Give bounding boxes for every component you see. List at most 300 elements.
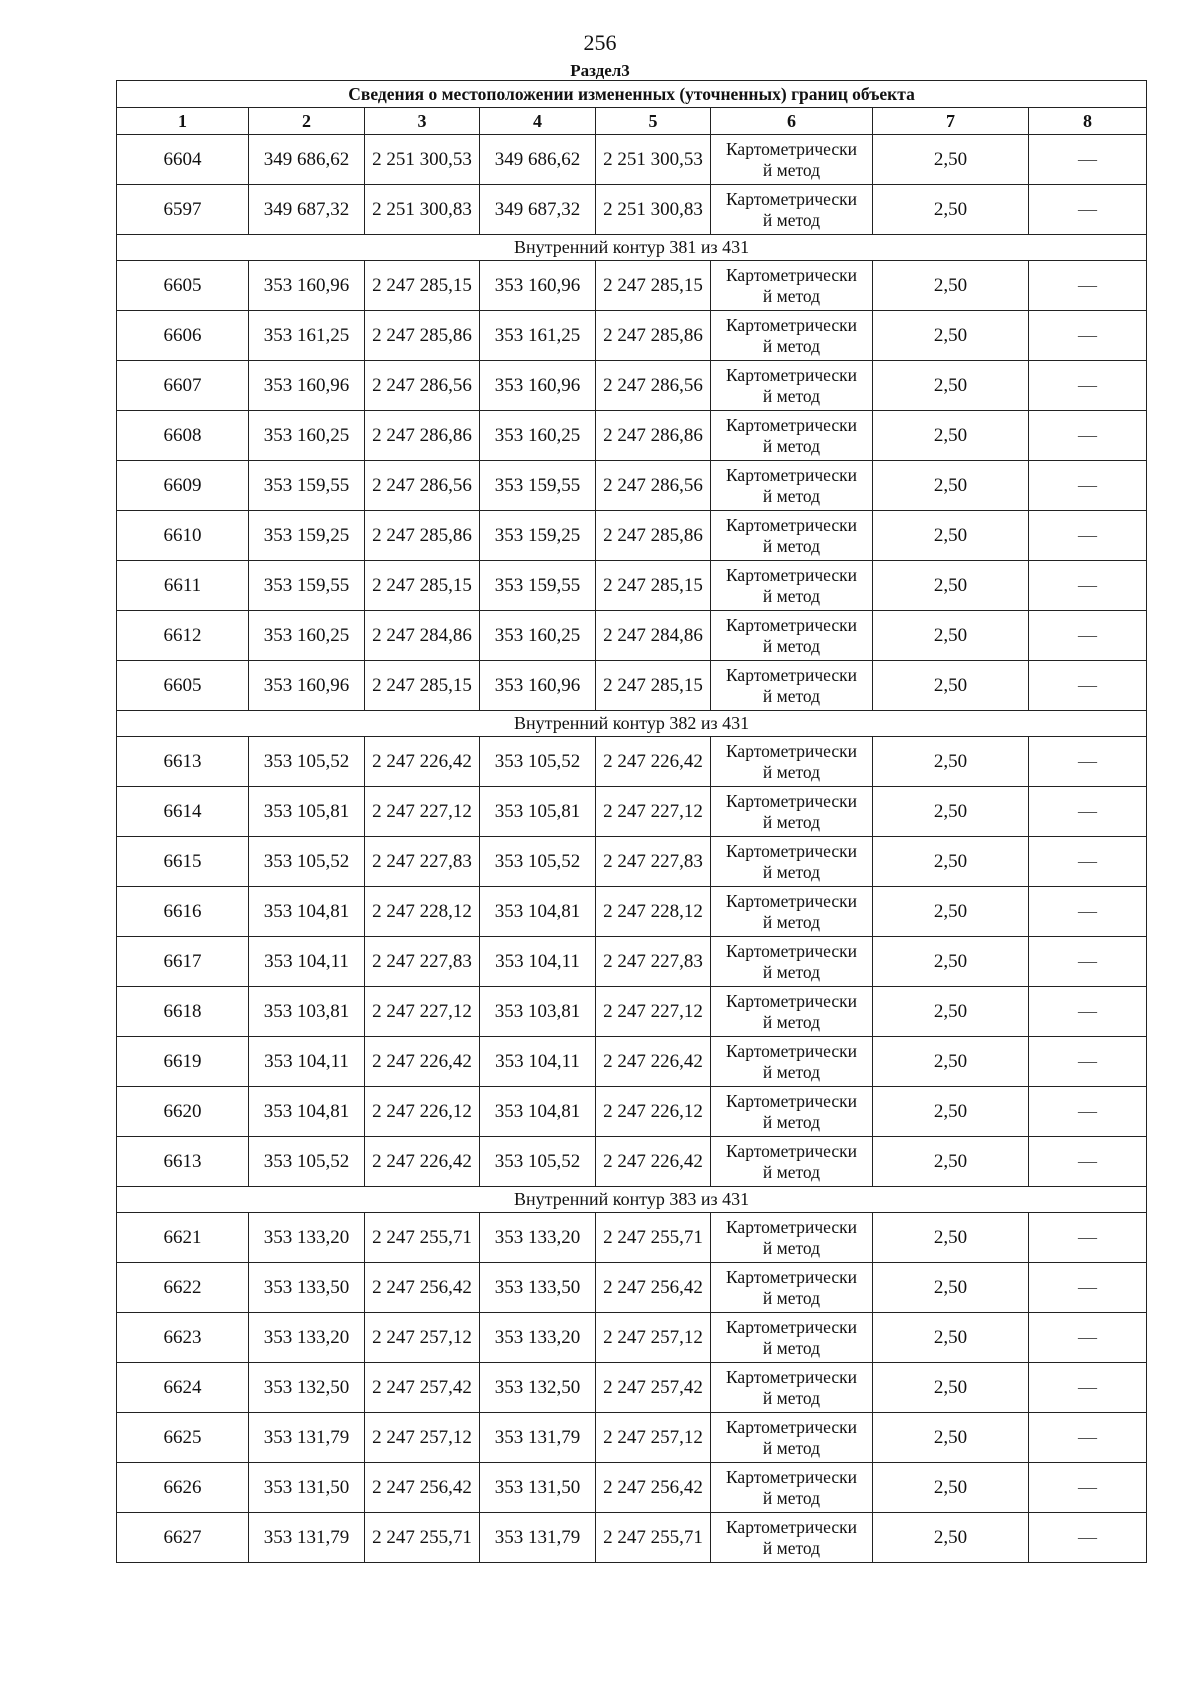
point-number-cell: 6607 [117, 361, 249, 411]
method-text-line: й метод [762, 1537, 821, 1558]
x-old-cell: 353 159,55 [249, 461, 365, 511]
description-cell: — [1029, 261, 1147, 311]
x-old-cell: 353 104,81 [249, 887, 365, 937]
description-cell: — [1029, 1037, 1147, 1087]
x-new-cell: 353 160,96 [480, 361, 596, 411]
y-old-cell: 2 247 285,86 [365, 511, 480, 561]
method-text-line: й метод [762, 1161, 821, 1182]
accuracy-cell: 2,50 [873, 185, 1029, 235]
table-row [117, 1213, 1147, 1263]
x-old-cell: 353 105,81 [249, 787, 365, 837]
y-old-cell: 2 247 256,42 [365, 1263, 480, 1313]
point-number-cell: 6604 [117, 135, 249, 185]
accuracy-cell: 2,50 [873, 1463, 1029, 1513]
x-new-cell: 353 132,50 [480, 1363, 596, 1413]
x-old-cell: 349 687,32 [249, 185, 365, 235]
y-old-cell: 2 247 227,83 [365, 837, 480, 887]
table-row [117, 1137, 1147, 1187]
y-new-cell: 2 247 227,83 [596, 937, 711, 987]
method-text-line: Картометрически [725, 890, 858, 911]
method-text-line: й метод [762, 535, 821, 556]
table-row [117, 1263, 1147, 1313]
method-cell [711, 937, 873, 987]
method-text-line: Картометрически [725, 314, 858, 335]
x-new-cell: 353 131,50 [480, 1463, 596, 1513]
y-old-cell: 2 247 286,56 [365, 461, 480, 511]
x-old-cell: 353 159,55 [249, 561, 365, 611]
x-new-cell: 353 105,52 [480, 1137, 596, 1187]
description-cell: — [1029, 311, 1147, 361]
method-cell [711, 1087, 873, 1137]
method-text-line: Картометрически [725, 614, 858, 635]
description-cell: — [1029, 937, 1147, 987]
x-old-cell: 353 103,81 [249, 987, 365, 1037]
table-row [117, 1463, 1147, 1513]
point-number-cell: 6609 [117, 461, 249, 511]
method-text-line: й метод [762, 761, 821, 782]
y-old-cell: 2 247 285,15 [365, 261, 480, 311]
accuracy-cell: 2,50 [873, 561, 1029, 611]
point-number-cell: 6623 [117, 1313, 249, 1363]
y-new-cell: 2 247 226,42 [596, 1137, 711, 1187]
method-cell [711, 1413, 873, 1463]
y-new-cell: 2 247 285,15 [596, 561, 711, 611]
y-new-cell: 2 247 285,86 [596, 311, 711, 361]
description-cell: — [1029, 837, 1147, 887]
accuracy-cell: 2,50 [873, 1137, 1029, 1187]
x-new-cell: 353 160,96 [480, 261, 596, 311]
table-body [117, 135, 1147, 1563]
y-new-cell: 2 247 257,42 [596, 1363, 711, 1413]
y-new-cell: 2 247 285,15 [596, 261, 711, 311]
x-old-cell: 353 131,79 [249, 1513, 365, 1563]
point-number-cell: 6621 [117, 1213, 249, 1263]
accuracy-cell: 2,50 [873, 135, 1029, 185]
method-text-line: Картометрически [725, 514, 858, 535]
accuracy-cell: 2,50 [873, 361, 1029, 411]
point-number-cell: 6597 [117, 185, 249, 235]
accuracy-cell: 2,50 [873, 887, 1029, 937]
accuracy-cell: 2,50 [873, 737, 1029, 787]
method-cell [711, 987, 873, 1037]
x-old-cell: 353 131,79 [249, 1413, 365, 1463]
x-old-cell: 353 104,81 [249, 1087, 365, 1137]
column-header: 4 [480, 108, 596, 135]
x-new-cell: 353 159,55 [480, 461, 596, 511]
method-cell [711, 837, 873, 887]
y-old-cell: 2 247 227,83 [365, 937, 480, 987]
accuracy-cell: 2,50 [873, 411, 1029, 461]
accuracy-cell: 2,50 [873, 261, 1029, 311]
x-new-cell: 353 159,55 [480, 561, 596, 611]
point-number-cell: 6613 [117, 1137, 249, 1187]
x-new-cell: 353 131,79 [480, 1513, 596, 1563]
table-row [117, 837, 1147, 887]
column-header: 8 [1029, 108, 1147, 135]
x-new-cell: 353 104,81 [480, 887, 596, 937]
method-text-line: й метод [762, 1011, 821, 1032]
column-header: 6 [711, 108, 873, 135]
contour-header-row [117, 711, 1147, 737]
method-text-line: й метод [762, 435, 821, 456]
method-cell [711, 1137, 873, 1187]
y-new-cell: 2 247 226,42 [596, 737, 711, 787]
description-cell: — [1029, 1363, 1147, 1413]
x-new-cell: 353 131,79 [480, 1413, 596, 1463]
contour-header-row [117, 235, 1147, 261]
x-old-cell: 353 160,96 [249, 361, 365, 411]
contour-label: Внутренний контур 383 из 431 [117, 1187, 1147, 1213]
point-number-cell: 6605 [117, 661, 249, 711]
table-row [117, 937, 1147, 987]
column-header: 7 [873, 108, 1029, 135]
description-cell: — [1029, 135, 1147, 185]
description-cell: — [1029, 1313, 1147, 1363]
method-cell [711, 461, 873, 511]
accuracy-cell: 2,50 [873, 837, 1029, 887]
table-row [117, 661, 1147, 711]
y-new-cell: 2 251 300,83 [596, 185, 711, 235]
y-old-cell: 2 247 285,15 [365, 561, 480, 611]
y-new-cell: 2 247 226,42 [596, 1037, 711, 1087]
point-number-cell: 6612 [117, 611, 249, 661]
x-old-cell: 349 686,62 [249, 135, 365, 185]
x-old-cell: 353 105,52 [249, 1137, 365, 1187]
description-cell: — [1029, 561, 1147, 611]
method-text-line: Картометрически [725, 464, 858, 485]
table-row [117, 737, 1147, 787]
point-number-cell: 6606 [117, 311, 249, 361]
y-old-cell: 2 247 255,71 [365, 1513, 480, 1563]
y-new-cell: 2 247 257,12 [596, 1413, 711, 1463]
method-text-line: Картометрически [725, 1040, 858, 1061]
method-text-line: Картометрически [725, 414, 858, 435]
y-new-cell: 2 247 256,42 [596, 1263, 711, 1313]
x-new-cell: 353 133,20 [480, 1313, 596, 1363]
x-new-cell: 353 133,20 [480, 1213, 596, 1263]
y-new-cell: 2 247 227,83 [596, 837, 711, 887]
x-old-cell: 353 160,96 [249, 661, 365, 711]
description-cell: — [1029, 361, 1147, 411]
description-cell: — [1029, 737, 1147, 787]
method-text-line: Картометрически [725, 790, 858, 811]
table-row [117, 511, 1147, 561]
table-row [117, 1513, 1147, 1563]
method-text-line: Картометрически [725, 364, 858, 385]
contour-label: Внутренний контур 381 из 431 [117, 235, 1147, 261]
method-text-line: Картометрически [725, 740, 858, 761]
x-new-cell: 353 105,52 [480, 737, 596, 787]
method-text-line: й метод [762, 685, 821, 706]
point-number-cell: 6622 [117, 1263, 249, 1313]
y-new-cell: 2 247 226,12 [596, 1087, 711, 1137]
method-text-line: й метод [762, 911, 821, 932]
description-cell: — [1029, 611, 1147, 661]
table-row [117, 361, 1147, 411]
x-old-cell: 353 131,50 [249, 1463, 365, 1513]
y-old-cell: 2 247 227,12 [365, 987, 480, 1037]
table-row [117, 1087, 1147, 1137]
accuracy-cell: 2,50 [873, 1263, 1029, 1313]
accuracy-cell: 2,50 [873, 611, 1029, 661]
description-cell: — [1029, 1263, 1147, 1313]
y-old-cell: 2 247 285,15 [365, 661, 480, 711]
method-cell [711, 185, 873, 235]
y-new-cell: 2 247 284,86 [596, 611, 711, 661]
description-cell: — [1029, 1213, 1147, 1263]
y-new-cell: 2 251 300,53 [596, 135, 711, 185]
method-text-line: Картометрически [725, 138, 858, 159]
description-cell: — [1029, 987, 1147, 1037]
y-new-cell: 2 247 227,12 [596, 787, 711, 837]
accuracy-cell: 2,50 [873, 461, 1029, 511]
method-text-line: Картометрически [725, 840, 858, 861]
description-cell: — [1029, 787, 1147, 837]
x-new-cell: 353 161,25 [480, 311, 596, 361]
y-old-cell: 2 247 286,86 [365, 411, 480, 461]
accuracy-cell: 2,50 [873, 1513, 1029, 1563]
x-old-cell: 353 161,25 [249, 311, 365, 361]
method-cell [711, 1463, 873, 1513]
table-row [117, 185, 1147, 235]
description-cell: — [1029, 461, 1147, 511]
accuracy-cell: 2,50 [873, 1363, 1029, 1413]
accuracy-cell: 2,50 [873, 1413, 1029, 1463]
description-cell: — [1029, 1087, 1147, 1137]
y-new-cell: 2 247 286,56 [596, 361, 711, 411]
method-text-line: й метод [762, 1387, 821, 1408]
x-new-cell: 353 104,11 [480, 937, 596, 987]
description-cell: — [1029, 185, 1147, 235]
x-old-cell: 353 160,96 [249, 261, 365, 311]
method-text-line: й метод [762, 861, 821, 882]
table-row [117, 561, 1147, 611]
table-row [117, 311, 1147, 361]
x-new-cell: 353 160,25 [480, 611, 596, 661]
point-number-cell: 6613 [117, 737, 249, 787]
table-row [117, 887, 1147, 937]
description-cell: — [1029, 1513, 1147, 1563]
y-old-cell: 2 251 300,53 [365, 135, 480, 185]
table-caption: Сведения о местоположении измененных (уточненных) границ объекта [117, 81, 1147, 108]
x-old-cell: 353 105,52 [249, 837, 365, 887]
y-new-cell: 2 247 257,12 [596, 1313, 711, 1363]
method-text-line: й метод [762, 1337, 821, 1358]
method-text-line: Картометрически [725, 1140, 858, 1161]
x-old-cell: 353 133,20 [249, 1213, 365, 1263]
method-text-line: й метод [762, 385, 821, 406]
method-text-line: й метод [762, 1487, 821, 1508]
y-new-cell: 2 247 286,86 [596, 411, 711, 461]
method-text-line: й метод [762, 285, 821, 306]
method-cell [711, 1313, 873, 1363]
table-row [117, 1363, 1147, 1413]
y-old-cell: 2 247 286,56 [365, 361, 480, 411]
description-cell: — [1029, 661, 1147, 711]
x-old-cell: 353 132,50 [249, 1363, 365, 1413]
point-number-cell: 6614 [117, 787, 249, 837]
accuracy-cell: 2,50 [873, 1313, 1029, 1363]
method-cell [711, 1363, 873, 1413]
x-old-cell: 353 104,11 [249, 937, 365, 987]
method-cell [711, 661, 873, 711]
y-old-cell: 2 247 285,86 [365, 311, 480, 361]
method-text-line: Картометрически [725, 1416, 858, 1437]
method-text-line: Картометрически [725, 664, 858, 685]
method-text-line: Картометрически [725, 1316, 858, 1337]
method-text-line: Картометрически [725, 940, 858, 961]
column-header: 5 [596, 108, 711, 135]
method-cell [711, 135, 873, 185]
y-old-cell: 2 247 226,42 [365, 1137, 480, 1187]
x-new-cell: 353 104,11 [480, 1037, 596, 1087]
method-cell [711, 311, 873, 361]
y-old-cell: 2 251 300,83 [365, 185, 480, 235]
x-new-cell: 349 687,32 [480, 185, 596, 235]
y-old-cell: 2 247 257,12 [365, 1313, 480, 1363]
point-number-cell: 6627 [117, 1513, 249, 1563]
x-old-cell: 353 105,52 [249, 737, 365, 787]
point-number-cell: 6624 [117, 1363, 249, 1413]
method-cell [711, 1037, 873, 1087]
method-text-line: й метод [762, 209, 821, 230]
table-row [117, 411, 1147, 461]
method-text-line: Картометрически [725, 1216, 858, 1237]
method-cell [711, 787, 873, 837]
table-row [117, 461, 1147, 511]
point-number-cell: 6616 [117, 887, 249, 937]
method-text-line: й метод [762, 585, 821, 606]
table-row [117, 611, 1147, 661]
method-text-line: й метод [762, 811, 821, 832]
y-old-cell: 2 247 284,86 [365, 611, 480, 661]
point-number-cell: 6615 [117, 837, 249, 887]
table-header-row [117, 108, 1147, 135]
point-number-cell: 6617 [117, 937, 249, 987]
table-caption-row [117, 81, 1147, 108]
y-new-cell: 2 247 256,42 [596, 1463, 711, 1513]
y-new-cell: 2 247 255,71 [596, 1513, 711, 1563]
method-text-line: й метод [762, 1111, 821, 1132]
y-new-cell: 2 247 228,12 [596, 887, 711, 937]
method-text-line: й метод [762, 485, 821, 506]
contour-header-row [117, 1187, 1147, 1213]
x-new-cell: 353 104,81 [480, 1087, 596, 1137]
x-old-cell: 353 104,11 [249, 1037, 365, 1087]
method-cell [711, 1213, 873, 1263]
method-cell [711, 511, 873, 561]
method-text-line: й метод [762, 1237, 821, 1258]
point-number-cell: 6619 [117, 1037, 249, 1087]
contour-label: Внутренний контур 382 из 431 [117, 711, 1147, 737]
method-text-line: й метод [762, 159, 821, 180]
table-row [117, 1413, 1147, 1463]
accuracy-cell: 2,50 [873, 1037, 1029, 1087]
point-number-cell: 6611 [117, 561, 249, 611]
point-number-cell: 6620 [117, 1087, 249, 1137]
x-new-cell: 349 686,62 [480, 135, 596, 185]
method-text-line: й метод [762, 1061, 821, 1082]
x-new-cell: 353 160,96 [480, 661, 596, 711]
method-text-line: Картометрически [725, 564, 858, 585]
point-number-cell: 6625 [117, 1413, 249, 1463]
method-text-line: Картометрически [725, 1366, 858, 1387]
y-old-cell: 2 247 227,12 [365, 787, 480, 837]
table-row [117, 1313, 1147, 1363]
y-old-cell: 2 247 226,42 [365, 1037, 480, 1087]
method-text-line: й метод [762, 635, 821, 656]
point-number-cell: 6626 [117, 1463, 249, 1513]
accuracy-cell: 2,50 [873, 661, 1029, 711]
method-cell [711, 1263, 873, 1313]
description-cell: — [1029, 1463, 1147, 1513]
y-old-cell: 2 247 226,42 [365, 737, 480, 787]
method-text-line: Картометрически [725, 1090, 858, 1111]
y-old-cell: 2 247 257,42 [365, 1363, 480, 1413]
method-text-line: й метод [762, 335, 821, 356]
method-text-line: й метод [762, 1437, 821, 1458]
table-row [117, 261, 1147, 311]
y-new-cell: 2 247 285,86 [596, 511, 711, 561]
method-cell [711, 887, 873, 937]
x-new-cell: 353 160,25 [480, 411, 596, 461]
method-cell [711, 561, 873, 611]
description-cell: — [1029, 1137, 1147, 1187]
table-row [117, 987, 1147, 1037]
method-cell [711, 1513, 873, 1563]
section-title: Раздел3 [570, 61, 630, 80]
point-number-cell: 6605 [117, 261, 249, 311]
x-old-cell: 353 160,25 [249, 611, 365, 661]
x-new-cell: 353 133,50 [480, 1263, 596, 1313]
column-header: 3 [365, 108, 480, 135]
y-new-cell: 2 247 286,56 [596, 461, 711, 511]
x-old-cell: 353 160,25 [249, 411, 365, 461]
method-cell [711, 411, 873, 461]
point-number-cell: 6618 [117, 987, 249, 1037]
description-cell: — [1029, 1413, 1147, 1463]
method-text-line: Картометрически [725, 990, 858, 1011]
method-text-line: Картометрически [725, 264, 858, 285]
method-cell [711, 737, 873, 787]
table-row [117, 787, 1147, 837]
x-new-cell: 353 105,81 [480, 787, 596, 837]
x-old-cell: 353 133,50 [249, 1263, 365, 1313]
method-text-line: й метод [762, 1287, 821, 1308]
y-new-cell: 2 247 285,15 [596, 661, 711, 711]
accuracy-cell: 2,50 [873, 1087, 1029, 1137]
point-number-cell: 6610 [117, 511, 249, 561]
method-cell [711, 611, 873, 661]
accuracy-cell: 2,50 [873, 511, 1029, 561]
description-cell: — [1029, 511, 1147, 561]
y-old-cell: 2 247 226,12 [365, 1087, 480, 1137]
x-new-cell: 353 159,25 [480, 511, 596, 561]
method-text-line: й метод [762, 961, 821, 982]
y-new-cell: 2 247 255,71 [596, 1213, 711, 1263]
method-text-line: Картометрически [725, 188, 858, 209]
y-old-cell: 2 247 256,42 [365, 1463, 480, 1513]
y-old-cell: 2 247 228,12 [365, 887, 480, 937]
method-text-line: Картометрически [725, 1516, 858, 1537]
x-new-cell: 353 105,52 [480, 837, 596, 887]
y-old-cell: 2 247 257,12 [365, 1413, 480, 1463]
y-new-cell: 2 247 227,12 [596, 987, 711, 1037]
x-old-cell: 353 133,20 [249, 1313, 365, 1363]
column-header: 1 [117, 108, 249, 135]
accuracy-cell: 2,50 [873, 937, 1029, 987]
accuracy-cell: 2,50 [873, 1213, 1029, 1263]
